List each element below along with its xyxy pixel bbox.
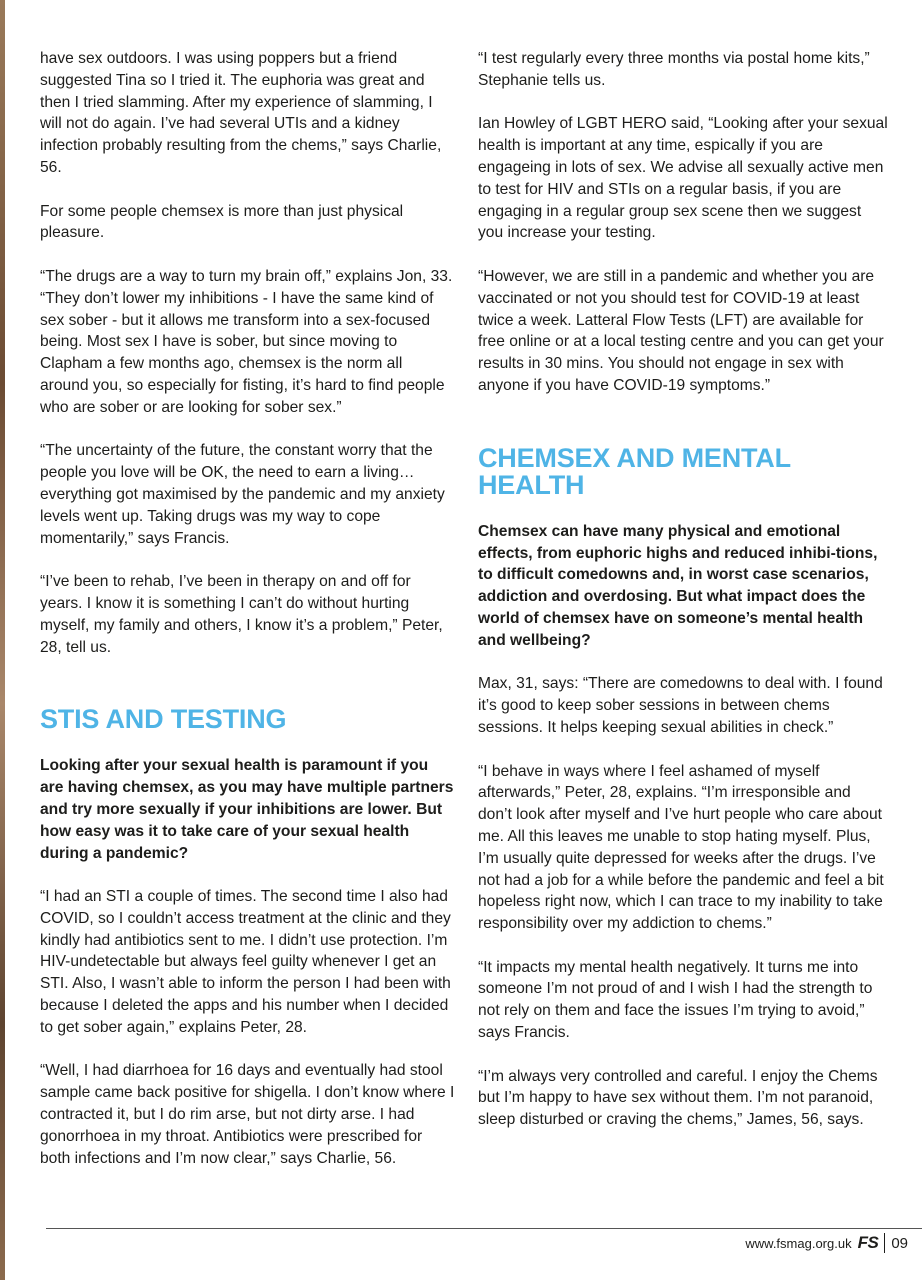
page-edge-photo-strip xyxy=(0,0,5,1280)
paragraph: “The drugs are a way to turn my brain off,” explains Jon, 33. “They don’t lower my inhibitions - I have the same kind of sex sober - but it allows me transform into a sex-focused being. Most sex I have is sober, but since moving to Clapham a few months ago, chemsex is the norm all around you, so especially for fisting, it’s hard to find people who are sober or are looking for sober sex.” xyxy=(40,267,453,416)
paragraph: For some people chemsex is more than just physical pleasure. xyxy=(40,202,404,242)
paragraph: “The uncertainty of the future, the constant worry that the people you love will be OK, the need to earn a living… everything got maximised by the pandemic and my anxiety levels went up. Taking drugs was my way to cope momentarily,” says Francis. xyxy=(40,442,445,547)
paragraph: “I test regularly every three months via postal home kits,” Stephanie tells us. xyxy=(478,50,870,89)
paragraph: “I’m always very controlled and careful. I enjoy the Chems but I’m happy to have sex without them. I’m not paranoid, sleep disturbed or craving the chems,” James, 56, says. xyxy=(478,1067,878,1129)
paragraph: “I had an STI a couple of times. The second time I also had COVID, so I couldn’t access treatment at the clinic and they kindly had antibiotics sent to me. I didn’t use protection. I’m HIV-undetectable but always feel guilty whenever I get an STI. Also, I wasn’t able to inform the person I had been with because I deleted the apps and his number when I decided to get sober again,” explains Peter, 28. xyxy=(40,888,451,1036)
footer-url-link[interactable]: www.fsmag.org.uk xyxy=(745,1235,852,1251)
paragraph: “I’ve been to rehab, I’ve been in therapy on and off for years. I know it is something I can’t do without hurting myself, my family and others, I know it’s a problem,” Peter, 28, tell us. xyxy=(40,573,443,656)
lead-paragraph: Looking after your sexual health is paramount if you are having chemsex, as you may have multiple partners and try more sexually if your inhibitions are lower. But how easy was it to take care of your sexual health during a pandemic? xyxy=(40,757,454,862)
fs-logo: FS xyxy=(857,1233,879,1252)
section-heading-stis: STIS AND TESTING xyxy=(40,704,287,735)
paragraph: “I behave in ways where I feel ashamed of myself afterwards,” Peter, 28, explains. “I’m irresponsible and don’t look after myself and I’ve hurt people who care about me. All this leaves me unable to stop hating myself. Plus, I’m usually quite depressed for weeks after the drugs. I’ve not had a job for a while before the pandemic and feel a bit hopeless right now, which I can trace to my inability to take responsibility over my addiction to chems.” xyxy=(478,762,884,933)
paragraph: have sex outdoors. I was using poppers but a friend suggested Tina so I tried it. The euphoria was great and then I tried slamming. After my experience of slamming, I will not do again. I’ve had several UTIs and a kidney infection probably resulting from the chems,” says Charlie, 56. xyxy=(40,50,442,176)
page-footer xyxy=(745,1232,908,1254)
section-heading-mental-health: CHEMSEX AND MENTAL HEALTH xyxy=(478,442,791,500)
footer-separator xyxy=(884,1233,885,1253)
page-number: 09 xyxy=(891,1234,908,1252)
paragraph: “It impacts my mental health negatively. It turns me into someone I’m not proud of and I wish I had the strength to not rely on them and face the issues I’m trying to avoid,” says Francis. xyxy=(478,958,873,1042)
lead-paragraph: Chemsex can have many physical and emotional effects, from euphoric highs and reduced inhibi-tions, to difficult comedowns and, in worst case scenarios, addiction and overdosing. But what impact does the world of chemsex have on someone’s mental health and wellbeing? xyxy=(478,522,878,649)
left-column xyxy=(40,48,455,1191)
paragraph: Ian Howley of LGBT HERO said, “Looking after your sexual health is important at any time, espically if you are engageing in lots of sex. We advise all sexually active men to test for HIV and STIs on a regular basis, if you are engaging in a regular group sex scene then we suggest you increase your testing. xyxy=(478,115,888,242)
paragraph: “Well, I had diarrhoea for 16 days and eventually had stool sample came back positive for shigella. I don’t know where I contracted it, but I do rim arse, but not dirty arse. I had gonorrhoea in my throat. Antibiotics were prescribed for both infections and I’m now clear,” says Charlie, 56. xyxy=(40,1062,455,1167)
footer-divider xyxy=(46,1228,922,1229)
paragraph: Max, 31, says: “There are comedowns to deal with. I found it’s good to keep sober sessions in between chems sessions. It helps keeping sexual abilities in check.” xyxy=(478,675,883,736)
right-column xyxy=(478,48,888,1153)
paragraph: “However, we are still in a pandemic and whether you are vaccinated or not you should test for COVID-19 at least twice a week. Latteral Flow Tests (LFT) are available for free online or at a local testing centre and you can get your results in 30 mins. You should not engage in sex with anyone if you have COVID-19 symptoms.” xyxy=(478,267,884,394)
